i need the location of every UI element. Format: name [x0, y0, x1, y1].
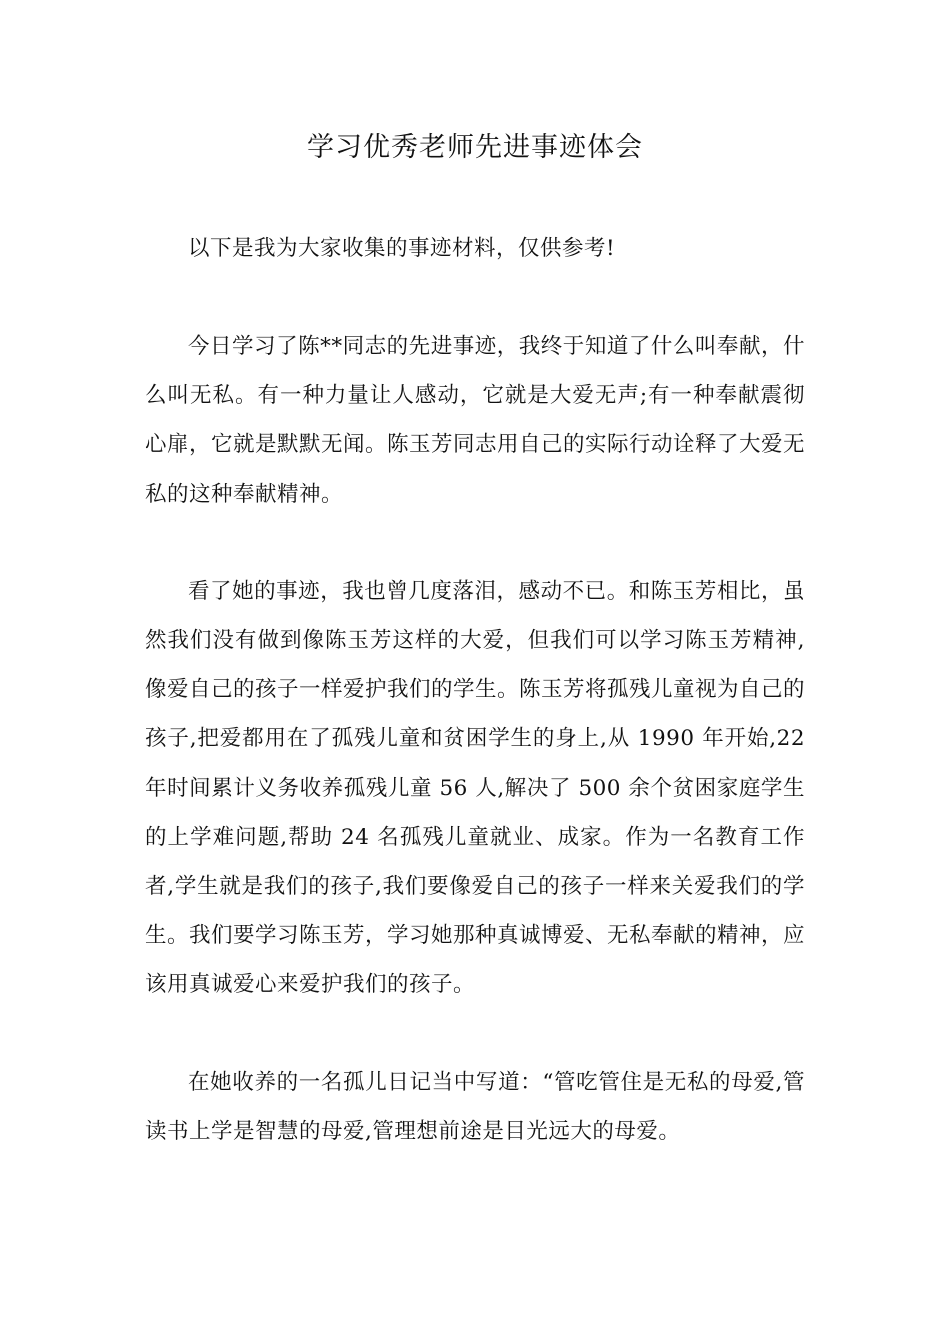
paragraph-1: 今日学习了陈**同志的先进事迹，我终于知道了什么叫奉献，什么叫无私。有一种力量让人感动，它就是大爱无声;有一种奉献震彻心扉，它就是默默无闻。陈玉芳同志用自己的实际行动诠释了大爱无私的这种奉献精神。	[145, 334, 806, 507]
paragraph-2: 看了她的事迹，我也曾几度落泪，感动不已。和陈玉芳相比，虽然我们没有做到像陈玉芳这样的大爱，但我们可以学习陈玉芳精神,像爱自己的孩子一样爱护我们的学生。陈玉芳将孤残儿童视为自己的孩子,把爱都用在了孤残儿童和贫困学生的身上,从 1990 年开始,22 年时间累计义务收养孤残儿童 56 人,解决了 500 余个贫困家庭学生的上学难问题,帮助 24 名孤残儿童就业、成家。作为一名教育工作者,学生就是我们的孩子,我们要像爱自己的孩子一样来关爱我们的学生。我们要学习陈玉芳，学习她那种真诚博爱、无私奉献的精神，应该用真诚爱心来爱护我们的孩子。	[145, 578, 806, 998]
document-body	[145, 322, 805, 1204]
document-title: 学习优秀老师先进事迹体会	[307, 132, 643, 163]
intro-paragraph: 以下是我为大家收集的事迹材料，仅供参考!	[188, 236, 616, 261]
paragraph-3: 在她收养的一名孤儿日记当中写道：“管吃管住是无私的母爱,管读书上学是智慧的母爱,管理想前途是目光远大的母爱。	[145, 1069, 805, 1144]
